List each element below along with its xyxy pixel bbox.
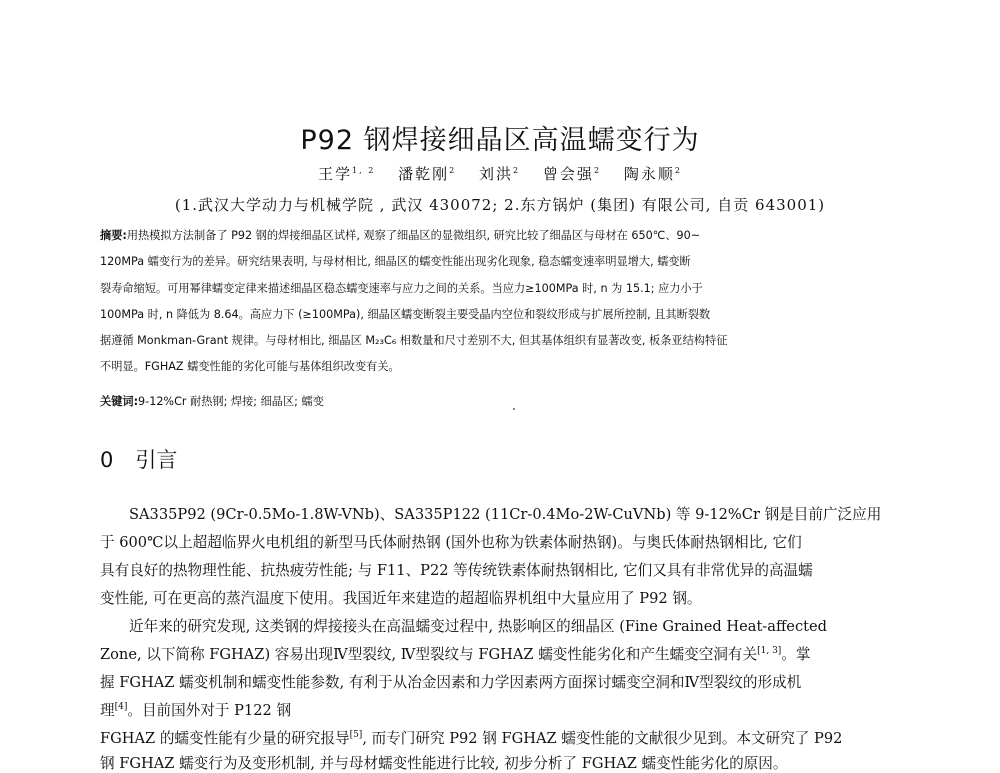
author-list: [0, 163, 1000, 184]
abstract-line: 120MPa 蠕变行为的差异。研究结果表明, 与母材相比, 细晶区的蠕变性能出现劣化现象, 稳态蠕变速率明显增大, 蠕变断: [100, 255, 691, 269]
keywords-text: 9-12%Cr 耐热钢; 焊接; 细晶区; 蠕变: [138, 395, 324, 408]
author: 陶永顺$^2$: [623, 165, 682, 183]
affiliation: (1.武汉大学动力与机械学院 , 武汉 430072; 2.东方锅炉 (集团) 有限公司, 自贡 643001): [174, 196, 826, 214]
author: 刘洪$^2$: [479, 165, 521, 183]
scan-speck: [513, 408, 515, 410]
body-line: 于 600℃以上超超临界火电机组的新型马氏体耐热钢 (国外也称为铁素体耐热钢)。与奥氏体耐热钢相比, 它们: [100, 534, 802, 551]
abstract-line: 摘要:用热模拟方法制备了 P92 钢的焊接细晶区试样, 观察了细晶区的显微组织, 研究比较了细晶区与母材在 650℃、90~: [100, 229, 701, 242]
body-line: 握 FGHAZ 蠕变机制和蠕变性能参数, 有利于从冶金因素和力学因素两方面探讨蠕变空洞和Ⅳ型裂纹的形成机: [100, 674, 802, 691]
body-line: SA335P92 (9Cr-0.5Mo-1.8W-VNb)、SA335P122 (11Cr-0.4Mo-2W-CuVNb) 等 9-12%Cr 钢是目前广泛应用: [129, 506, 882, 523]
keywords: [100, 393, 915, 409]
abstract-line: 不明显。FGHAZ 蠕变性能的劣化可能与基体组织改变有关。: [100, 360, 400, 374]
abstract-label: 摘要:: [100, 229, 127, 242]
body-line: Zone, 以下简称 FGHAZ) 容易出现Ⅳ型裂纹, Ⅳ型裂纹与 FGHAZ 蠕变性能劣化和产生蠕变空洞有关[1, 3]。掌: [100, 646, 811, 663]
section-title: 引言: [135, 448, 178, 472]
citation: [4]: [114, 702, 128, 713]
body-line: FGHAZ 的蠕变性能有少量的研究报导[5], 而专门研究 P92 钢 FGHAZ 蠕变性能的文献很少见到。本文研究了 P92: [100, 730, 843, 747]
author: 曾会强$^2$: [542, 165, 602, 183]
keywords-label: 关键词:: [100, 395, 139, 408]
abstract-line: 裂寿命缩短。可用幂律蠕变定律来描述细晶区稳态蠕变速率与应力之间的关系。当应力≥100MPa 时, n 为 15.1; 应力小于: [100, 281, 703, 295]
body-line: 理[4]。目前国外对于 P122 钢: [100, 702, 292, 719]
body-line: 变性能, 可在更高的蒸汽温度下使用。我国近年来建造的超超临界机组中大量应用了 P92 钢。: [100, 590, 702, 607]
abstract: [100, 223, 915, 381]
abstract-line: 据遵循 Monkman-Grant 规律。与母材相比, 细晶区 M₂₃C₆ 相数量和尺寸差别不大, 但其基体组织有显著改变, 板条亚结构特征: [100, 334, 728, 348]
body-line: 钢 FGHAZ 蠕变行为及变形机制, 并与母材蠕变性能进行比较, 初步分析了 FGHAZ 蠕变性能劣化的原因。: [100, 755, 788, 772]
citation: [5]: [349, 730, 363, 741]
abstract-line: 100MPa 时, n 降低为 8.64。高应力下 (≥100MPa), 细晶区蠕变断裂主要受晶内空位和裂纹形成与扩展所控制, 且其断裂数: [100, 307, 711, 321]
paper-title: P92 钢焊接细晶区高温蠕变行为: [300, 125, 700, 156]
citation: [1, 3]: [757, 646, 782, 657]
section-number: 0: [100, 448, 114, 472]
section-heading: [100, 444, 177, 474]
body-line: 具有良好的热物理性能、抗热疲劳性能; 与 F11、P22 等传统铁素体耐热钢相比, 它们又具有非常优异的高温蠕: [100, 562, 813, 579]
author: 王学$^{1, 2}$: [318, 165, 376, 183]
author: 潘乾刚$^2$: [398, 165, 457, 183]
body-line: 近年来的研究发现, 这类钢的焊接接头在高温蠕变过程中, 热影响区的细晶区 (Fine Grained Heat-affected: [129, 618, 827, 635]
